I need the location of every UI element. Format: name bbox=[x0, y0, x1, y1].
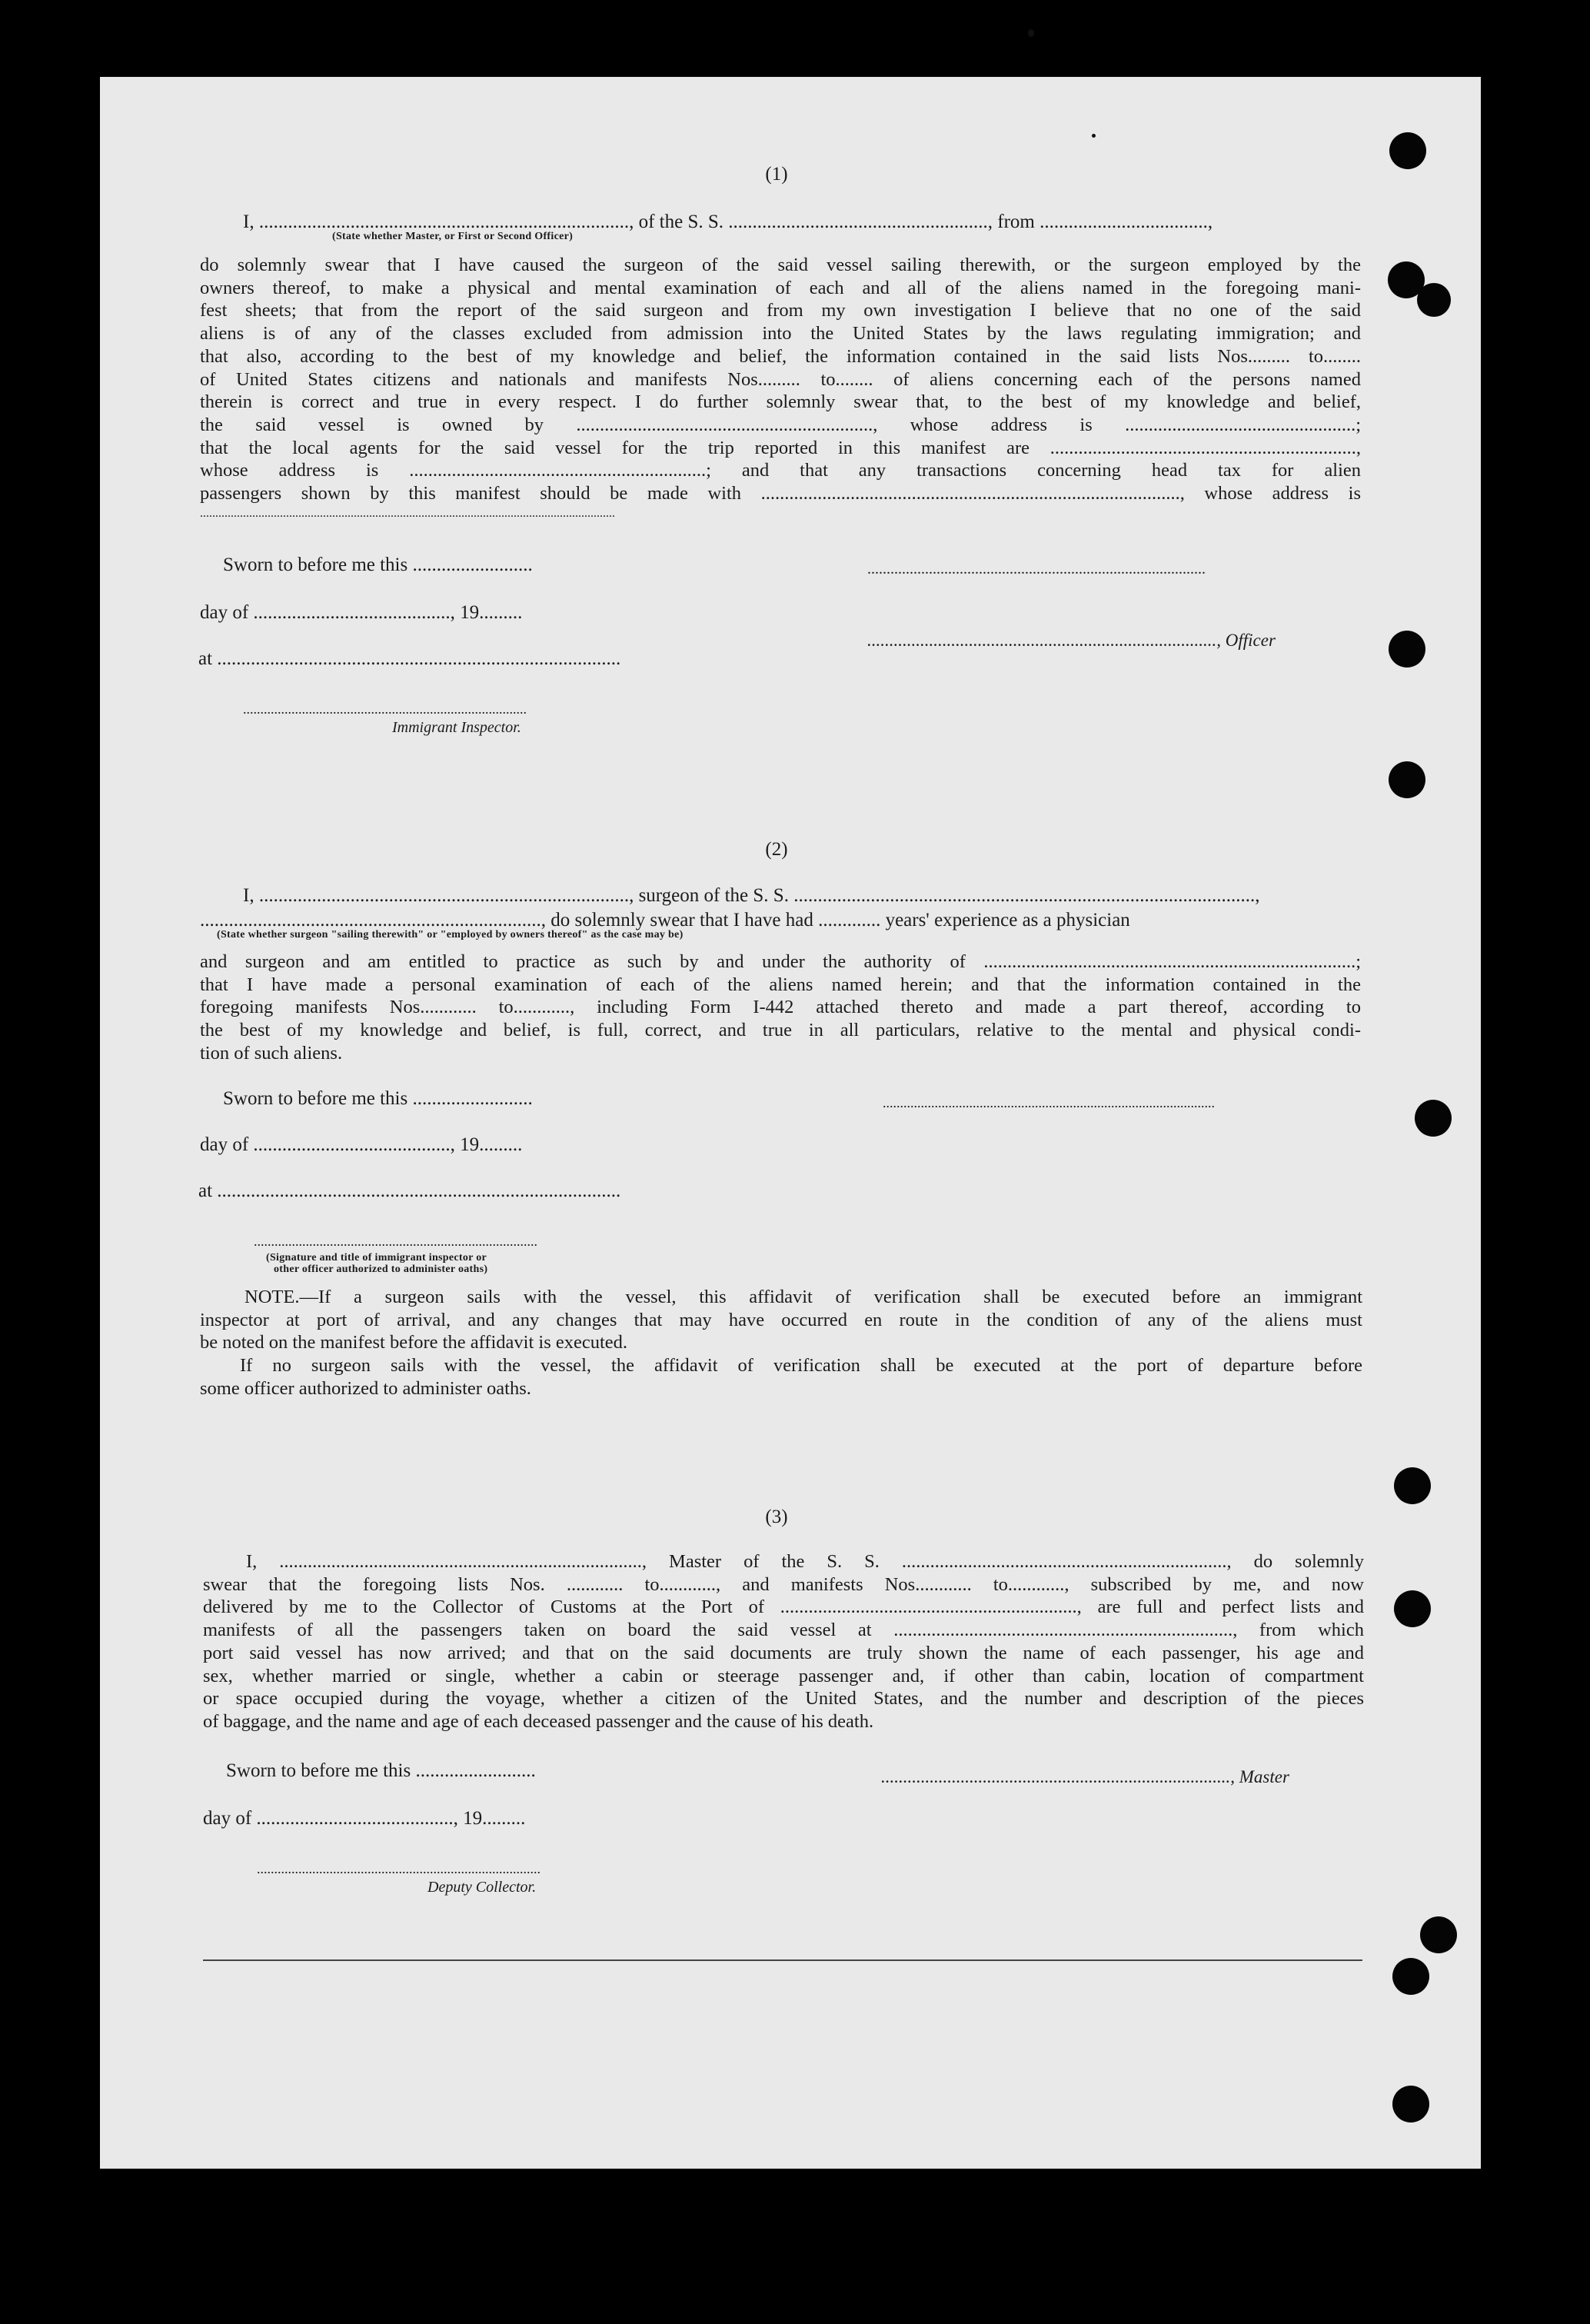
note-line: some officer authorized to administer oaths. bbox=[200, 1377, 531, 1399]
inspector-label: Immigrant Inspector. bbox=[392, 719, 521, 736]
inspector-note: (Signature and title of immigrant inspector or bbox=[266, 1252, 487, 1264]
officer-signature-line: ..............................................................................., Officer bbox=[867, 631, 1276, 650]
at-line: at .................................................................................... bbox=[198, 1180, 621, 1201]
section-2-body bbox=[200, 951, 1361, 1065]
body-line: the said vessel is owned by ..............................................................., whose address is .................................................; bbox=[200, 414, 1361, 435]
body-line: foregoing manifests Nos............ to............, including Form I-442 attached thereto and made a part thereof, according to bbox=[200, 997, 1361, 1018]
punch-hole bbox=[1415, 1100, 1452, 1137]
sworn-line: Sworn to before me this ......................... bbox=[226, 1760, 536, 1781]
punch-hole bbox=[1417, 283, 1451, 317]
section-3-heading: (3) bbox=[765, 1507, 788, 1527]
section-1-body bbox=[200, 254, 1361, 522]
sworn-line: Sworn to before me this ......................... bbox=[223, 1088, 533, 1109]
punch-hole bbox=[1392, 2086, 1429, 2123]
body-line: manifests of all the passengers taken on board the said vessel at ........................................................................, from which bbox=[203, 1620, 1364, 1641]
punch-hole bbox=[1394, 1467, 1431, 1504]
note-line: inspector at port of arrival, and any changes that may have occurred en route in the condition of any of the aliens must bbox=[200, 1309, 1362, 1330]
body-line: the best of my knowledge and belief, is full, correct, and true in all particulars, relative to the mental and physical condi- bbox=[200, 1020, 1361, 1041]
punch-hole bbox=[1394, 1590, 1431, 1627]
collector-label: Deputy Collector. bbox=[427, 1879, 537, 1896]
day-line: day of ........................................., 19......... bbox=[200, 1134, 523, 1155]
body-line: that the local agents for the said vessel for the trip reported in this manifest are ................................................................., bbox=[200, 437, 1361, 458]
section-1-lead-note: (State whether Master, or First or Second Officer) bbox=[332, 231, 574, 242]
sworn-line: Sworn to before me this ......................... bbox=[223, 554, 533, 575]
dust-speck bbox=[1092, 134, 1096, 138]
signature-dots: ........................................................................................ bbox=[867, 561, 1206, 578]
collector-signature-line: .................................................................................. bbox=[257, 1861, 541, 1876]
body-line: aliens is of any of the classes excluded from admission into the United States by the laws regulating immigration; and bbox=[200, 323, 1361, 345]
body-line: sex, whether married or single, whether a cabin or steerage passenger and, if other than cabin, location of compartment bbox=[203, 1665, 1364, 1686]
signature-dots: ................................................................................................ bbox=[883, 1095, 1215, 1110]
body-line: whose address is ...............................................................; and that any transactions concerning head tax for alien bbox=[200, 460, 1361, 481]
body-line: swear that the foregoing lists Nos. ............ to............, and manifests Nos............ to............, subscribed by me, and now bbox=[203, 1573, 1364, 1595]
body-line: tion of such aliens. bbox=[200, 1042, 343, 1064]
punch-hole bbox=[1389, 631, 1425, 668]
section-1-lead-line: I, ............................................................................., of the S. S. ......................................................, from ..................................., bbox=[243, 211, 1213, 232]
note-line: If no surgeon sails with the vessel, the affidavit of verification shall be executed at the port of departure before bbox=[240, 1355, 1362, 1377]
day-line: day of ........................................., 19......... bbox=[203, 1808, 526, 1829]
inspector-signature-line: .................................................................................. bbox=[243, 701, 527, 717]
section-2-second-line: ......................................................................., do solemnly swear that I have had ............. years' experience as a physician bbox=[200, 910, 1130, 931]
body-line: passengers shown by this manifest should be made with ........................................................................................., whose address is bbox=[200, 483, 1361, 504]
bottom-rule bbox=[203, 1959, 1362, 1961]
body-line: and surgeon and am entitled to practice as such by and under the authority of ...............................................................................; bbox=[200, 951, 1361, 972]
section-1-heading: (1) bbox=[765, 164, 788, 185]
body-line: I, ............................................................................., Master of the S. S. ....................................................................., do solemnly bbox=[246, 1551, 1364, 1572]
body-line: owners thereof, to make a physical and mental examination of each and all of the aliens named in the foregoing mani- bbox=[200, 277, 1361, 298]
section-2-lead-note: (State whether surgeon "sailing therewith" or "employed by owners thereof" as the case may be) bbox=[217, 929, 684, 941]
inspector-note: other officer authorized to administer oaths) bbox=[274, 1264, 488, 1275]
body-line: ....................................................................................................................................... bbox=[200, 506, 615, 520]
punch-hole bbox=[1389, 761, 1425, 798]
punch-hole bbox=[1420, 1916, 1457, 1953]
master-signature-line: ..............................................................................., Master bbox=[881, 1767, 1289, 1786]
body-line: that I have made a personal examination of each of the aliens named herein; and that the information contained in the bbox=[200, 974, 1361, 995]
body-line: of baggage, and the name and age of each deceased passenger and the cause of his death. bbox=[203, 1710, 874, 1732]
punch-hole bbox=[1392, 1958, 1429, 1995]
note-line: be noted on the manifest before the affidavit is executed. bbox=[200, 1332, 628, 1353]
day-line: day of ........................................., 19......... bbox=[200, 602, 523, 623]
body-line: or space occupied during the voyage, whether a citizen of the United States, and the number and description of the pieces bbox=[203, 1688, 1364, 1710]
body-line: that also, according to the best of my knowledge and belief, the information contained in the said lists Nos......... to........ bbox=[200, 345, 1361, 367]
section-2-heading: (2) bbox=[765, 839, 788, 860]
body-line: therein is correct and true in every respect. I do further solemnly swear that, to the best of my knowledge and belief, bbox=[200, 391, 1361, 413]
body-line: do solemnly swear that I have caused the surgeon of the said vessel sailing therewith, or the surgeon employed by the bbox=[200, 255, 1361, 275]
body-line: of United States citizens and nationals and manifests Nos......... to........ of aliens concerning each of the persons named bbox=[200, 368, 1361, 390]
note-line: NOTE.—If a surgeon sails with the vessel, this affidavit of verification shall be executed before an immigrant bbox=[244, 1287, 1362, 1307]
dust-speck bbox=[1028, 29, 1034, 37]
at-line: at .................................................................................... bbox=[198, 648, 621, 669]
section-3-body bbox=[203, 1550, 1364, 1733]
section-2-note bbox=[200, 1286, 1362, 1400]
inspector-signature-line: .................................................................................. bbox=[254, 1234, 537, 1249]
section-2-lead-line: I, ............................................................................., surgeon of the S. S. ................................................................................................, bbox=[243, 885, 1260, 906]
body-line: delivered by me to the Collector of Customs at the Port of ..............................................................., are full and perfect lists and bbox=[203, 1597, 1364, 1618]
punch-hole bbox=[1389, 132, 1426, 169]
body-line: port said vessel has now arrived; and that on the said documents are truly shown the name of each passenger, his age and bbox=[203, 1642, 1364, 1663]
body-line: fest sheets; that from the report of the said surgeon and from my own investigation I believe that no one of the said bbox=[200, 300, 1361, 321]
